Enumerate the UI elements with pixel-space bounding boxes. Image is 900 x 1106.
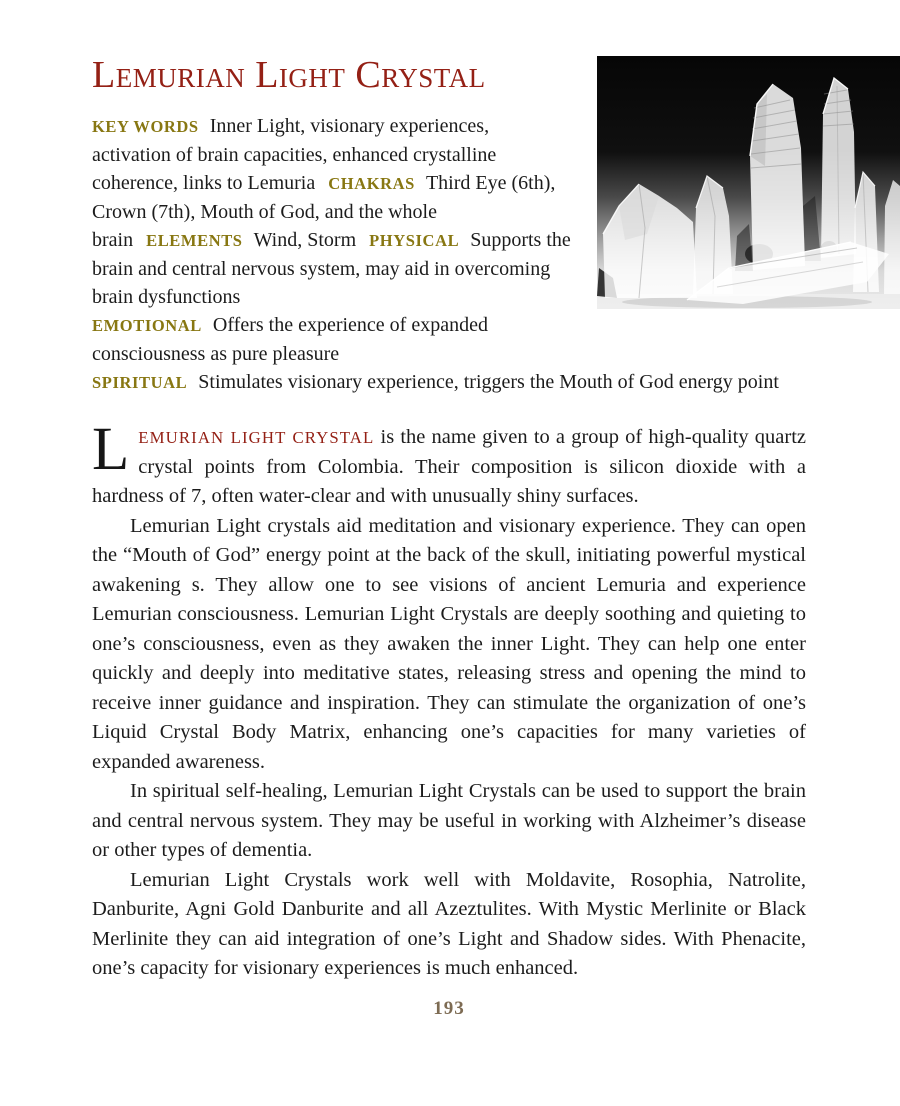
elements-label: ELEMENTS <box>146 231 243 250</box>
key-words-text: Inner Light, visionary experiences, activation of brain capacities, enhanced crystalline coherence, links to Lemuria <box>92 115 497 194</box>
paragraph-1 <box>92 416 807 512</box>
emotional-label: EMOTIONAL <box>92 316 202 335</box>
elements-text: Wind, Storm <box>253 229 357 251</box>
paragraph-3: In spiritual self-healing, Lemurian Light Crystals can be used to support the brain and central nervous system. They may be useful in working with Alzheimer’s disease or other types of dementia. <box>92 780 806 861</box>
chakras-text: Third Eye (6th), Crown (7th), Mouth of God, and the whole brain <box>92 172 556 251</box>
book-page <box>0 56 900 1106</box>
page-number: 193 <box>433 997 465 1019</box>
emotional-line <box>92 311 806 368</box>
spiritual-text: Stimulates visionary experience, triggers the Mouth of God energy point <box>198 371 779 393</box>
lead-in-smallcaps: EMURIAN LIGHT CRYSTAL <box>138 428 375 447</box>
emotional-text: Offers the experience of expanded consciousness as pure pleasure <box>92 314 488 365</box>
key-words-label: KEY WORDS <box>92 117 199 136</box>
physical-text: Supports the brain and central nervous system, may aid in overcoming brain dysfunctions <box>92 229 571 308</box>
spiritual-label: SPIRITUAL <box>92 373 188 392</box>
spiritual-line <box>92 368 806 397</box>
paragraph-4: Lemurian Light Crystals work well with Moldavite, Rosophia, Natrolite, Danburite, Agni Gold Danburite and all Azeztulites. With Mystic Merlinite or Black Merlinite they can aid integration of one’s Light and Shadow sides. With Phenacite, one’s capacity for visionary experiences is much enhanced. <box>92 868 806 979</box>
physical-label: PHYSICAL <box>369 231 460 250</box>
article-body <box>92 416 807 984</box>
crystal-photo-illustration <box>597 56 900 309</box>
paragraph-2: Lemurian Light crystals aid meditation and visionary experience. They can open the “Mouth of God” energy point at the back of the skull, initiating powerful mystical awakening s. They allow one to see visions of ancient Lemuria and experience Lemurian consciousness. Lemurian Light Crystals are deeply soothing and quieting to one’s consciousness, even as they awaken the inner Light. They can help one enter quickly and deeply into meditative states, releasing stress and opening the mind to receive inner guidance and inspiration. They can stimulate the organization of one’s Liquid Crystal Body Matrix, enhancing one’s capacities for many varieties of expanded awareness. <box>92 514 806 773</box>
paragraph-1-text: is the name given to a group of high-quality quartz crystal points from Colombia. Their composition is silicon dioxide with a hardness of 7, often water-clear and with unusually shiny surfaces. <box>92 426 807 507</box>
drop-cap: L <box>92 416 130 483</box>
page-title: Lemurian Light Crystal <box>92 54 486 96</box>
page-content <box>0 56 900 1020</box>
chakras-label: CHAKRAS <box>328 174 415 193</box>
crystal-photo <box>597 56 900 309</box>
